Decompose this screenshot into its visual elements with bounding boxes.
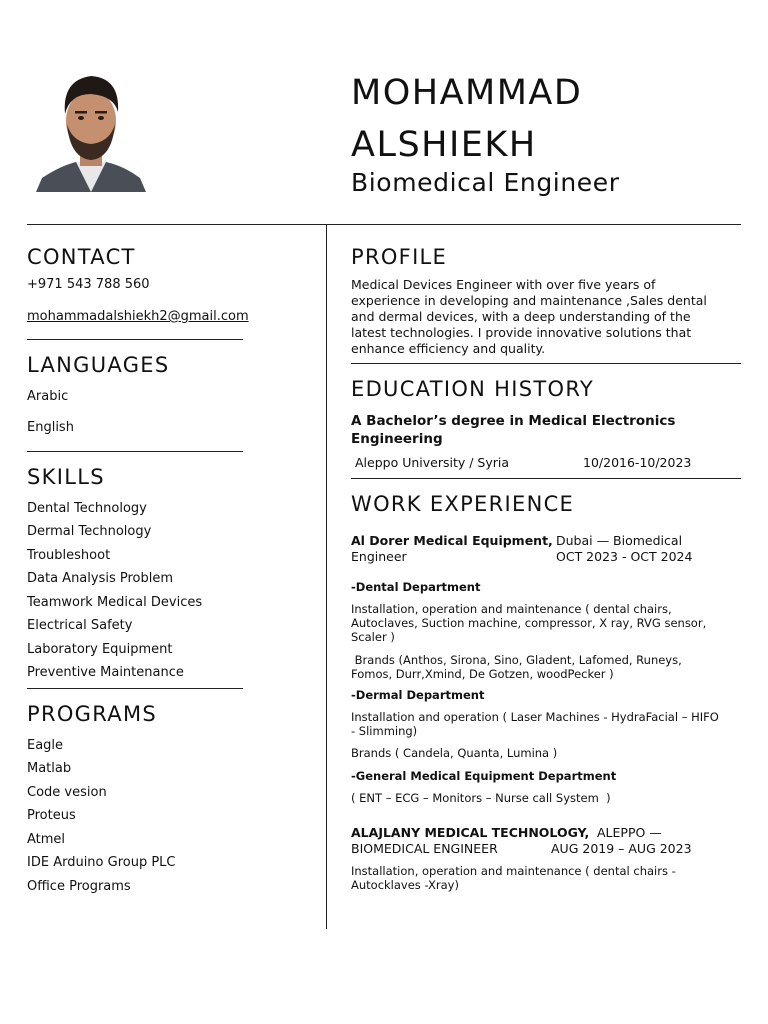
dental-brands-line: Fomos, Durr,Xmind, De Gotzen, woodPecker ) xyxy=(351,667,614,681)
job2-company: ALAJLANY MEDICAL TECHNOLOGY, xyxy=(351,825,590,840)
job1-location-role: Dubai — Biomedical xyxy=(556,533,683,548)
section-divider xyxy=(351,363,741,364)
language-item: English xyxy=(27,420,74,435)
dermal-desc-line: Installation and operation ( Laser Machines - HydraFacial – HIFO xyxy=(351,710,719,724)
program-item: Eagle xyxy=(27,738,64,753)
skill-item: Laboratory Equipment xyxy=(27,642,173,657)
profile-line: enhance efficiency and quality. xyxy=(351,341,546,356)
education-heading: EDUCATION HISTORY xyxy=(351,377,594,401)
job1-role-cont: Engineer xyxy=(351,549,407,564)
dermal-desc-line: - Slimming) xyxy=(351,724,418,738)
dermal-dept-heading: -Dermal Department xyxy=(351,688,485,702)
job2-desc-line: Autocklaves -Xray) xyxy=(351,878,459,892)
job-title: Biomedical Engineer xyxy=(351,168,620,197)
column-divider xyxy=(326,225,327,929)
general-desc: ( ENT – ECG – Monitors – Nurse call System ) xyxy=(351,791,611,805)
job2-role: BIOMEDICAL ENGINEER xyxy=(351,841,498,856)
job1-company: Al Dorer Medical Equipment, xyxy=(351,533,553,548)
dental-dept-heading: -Dental Department xyxy=(351,580,481,594)
degree-title: A Bachelor’s degree in Medical Electronics xyxy=(351,413,676,429)
section-divider xyxy=(27,451,243,452)
work-heading: WORK EXPERIENCE xyxy=(351,492,575,516)
name-line-2: ALSHIEKH xyxy=(351,125,537,165)
dental-desc-line: Autoclaves, Suction machine, compressor, X ray, RVG sensor, xyxy=(351,616,707,630)
dermal-brands: Brands ( Candela, Quanta, Lumina ) xyxy=(351,746,558,760)
dental-brands-line: Brands (Anthos, Sirona, Sino, Gladent, Lafomed, Runeys, xyxy=(351,653,682,667)
skill-item: Dental Technology xyxy=(27,501,147,516)
languages-heading: LANGUAGES xyxy=(27,353,170,377)
dental-desc-line: Scaler ) xyxy=(351,630,395,644)
program-item: Code vesion xyxy=(27,785,107,800)
program-item: Proteus xyxy=(27,808,76,823)
general-dept-heading: -General Medical Equipment Department xyxy=(351,769,617,783)
job2-location: ALEPPO — xyxy=(597,825,662,840)
education-dates: 10/2016-10/2023 xyxy=(583,455,692,470)
contact-heading: CONTACT xyxy=(27,245,136,269)
header-divider xyxy=(27,224,741,225)
skill-item: Teamwork Medical Devices xyxy=(27,595,203,610)
profile-line: Medical Devices Engineer with over five years of xyxy=(351,277,656,292)
contact-phone: +971 543 788 560 xyxy=(27,277,150,292)
profile-line: experience in developing and maintenance ,Sales dental xyxy=(351,293,707,308)
programs-heading: PROGRAMS xyxy=(27,702,158,726)
program-item: Atmel xyxy=(27,832,66,847)
skill-item: Troubleshoot xyxy=(27,548,111,563)
job2-dates: AUG 2019 – AUG 2023 xyxy=(551,841,692,856)
school-name: Aleppo University / Syria xyxy=(355,455,510,470)
contact-email[interactable]: mohammadalshiekh2@gmail.com xyxy=(27,309,249,324)
program-item: Office Programs xyxy=(27,879,131,894)
profile-line: and dermal devices, with a deep understanding of the xyxy=(351,309,691,324)
program-item: Matlab xyxy=(27,761,72,776)
profile-heading: PROFILE xyxy=(351,245,448,269)
section-divider xyxy=(27,688,243,689)
skill-item: Electrical Safety xyxy=(27,618,133,633)
program-item: IDE Arduino Group PLC xyxy=(27,855,176,870)
profile-photo xyxy=(36,66,146,192)
name-line-1: MOHAMMAD xyxy=(351,73,583,113)
degree-title-cont: Engineering xyxy=(351,431,443,447)
skill-item: Data Analysis Problem xyxy=(27,571,174,586)
section-divider xyxy=(27,339,243,340)
language-item: Arabic xyxy=(27,389,69,404)
section-divider xyxy=(351,478,741,479)
skills-heading: SKILLS xyxy=(27,465,105,489)
skill-item: Preventive Maintenance xyxy=(27,665,184,680)
job2-desc-line: Installation, operation and maintenance ( dental chairs - xyxy=(351,864,676,878)
skill-item: Dermal Technology xyxy=(27,524,152,539)
job1-dates: OCT 2023 - OCT 2024 xyxy=(556,549,693,564)
dental-desc-line: Installation, operation and maintenance ( dental chairs, xyxy=(351,602,672,616)
profile-line: latest technologies. I provide innovative solutions that xyxy=(351,325,692,340)
